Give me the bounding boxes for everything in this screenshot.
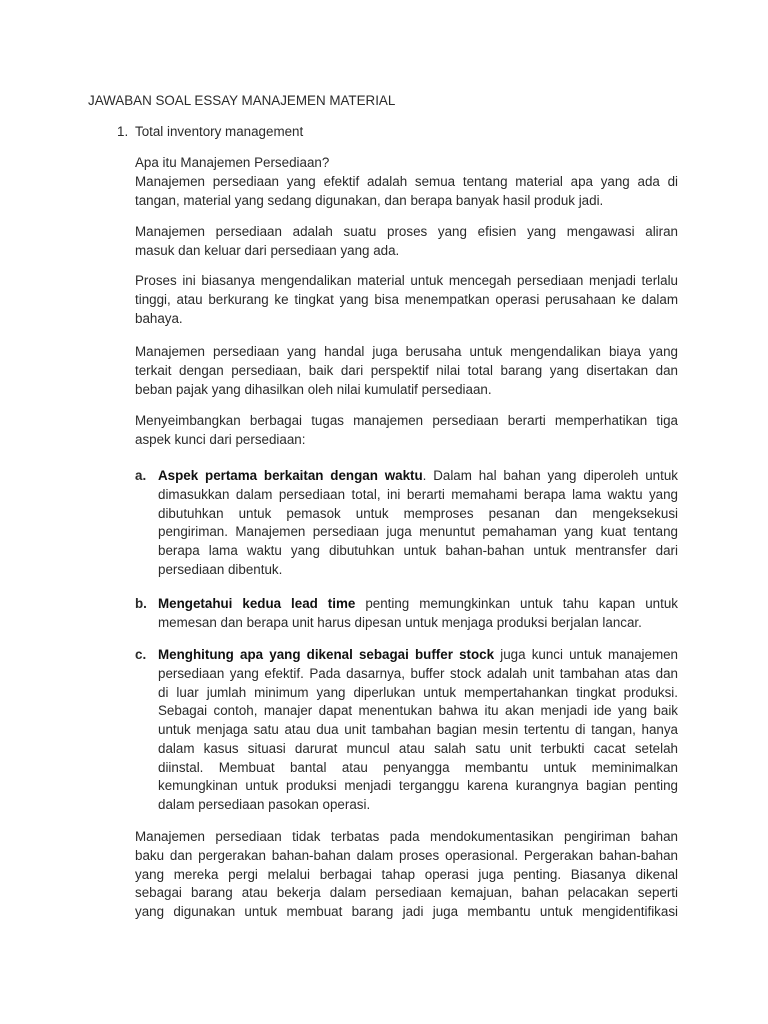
list-item-a bbox=[135, 467, 678, 580]
text-line: sebagai barang atau bekerja dalam persediaan kemajuan, bahan pelacakan seperti bbox=[135, 885, 678, 901]
list-marker: b. bbox=[135, 596, 147, 611]
document-title: JAWABAN SOAL ESSAY MANAJEMEN MATERIAL bbox=[88, 93, 396, 108]
text-line bbox=[158, 646, 678, 665]
text-line: Sebagai contoh, manajer dapat menentukan bahwa itu akan menjadi ide yang baik bbox=[158, 703, 678, 719]
text-line: Manajemen persediaan yang efektif adalah semua tentang material apa yang ada di bbox=[135, 173, 678, 189]
text-line: aspek kunci dari persediaan: bbox=[135, 431, 306, 447]
paragraph bbox=[135, 343, 678, 399]
text-line: kemungkinan untuk produksi menjadi terganggu karena kurangnya bagian penting bbox=[158, 778, 678, 794]
list-marker: c. bbox=[135, 647, 147, 662]
text-line: di luar jumlah minimum yang diperlukan untuk mempertahankan tingkat produksi. bbox=[158, 684, 678, 700]
text-line: untuk menjaga satu atau dua unit tambahan bagian mesin tertentu di tangan, hanya bbox=[158, 722, 678, 737]
list-item-b bbox=[135, 595, 678, 633]
text-line: dimasukkan dalam persediaan total, ini berarti memahami berapa lama waktu yang bbox=[158, 486, 678, 502]
bold-lead: Mengetahui kedua lead time bbox=[158, 596, 356, 611]
list-item-c bbox=[135, 646, 678, 815]
text-line: Manajemen persediaan adalah suatu proses yang efisien yang mengawasi aliran bbox=[135, 224, 678, 239]
text-line: yang digunakan untuk membuat barang jadi juga membantu untuk mengidentifikasi bbox=[135, 904, 678, 919]
paragraph bbox=[135, 412, 678, 450]
text-span: . Dalam hal bahan yang diperoleh untuk bbox=[422, 468, 678, 483]
list-marker: a. bbox=[135, 468, 147, 483]
text-line: Proses ini biasanya mengendalikan material untuk mencegah persediaan menjadi terlalu bbox=[135, 273, 678, 288]
paragraph bbox=[135, 223, 678, 261]
text-line: beban pajak yang dihasilkan oleh nilai kumulatif persediaan. bbox=[135, 381, 492, 397]
text-line: Manajemen persediaan tidak terbatas pada mendokumentasikan pengiriman bahan bbox=[135, 829, 678, 844]
paragraph bbox=[135, 173, 678, 211]
paragraph bbox=[135, 272, 678, 328]
text-line: terkait dengan persediaan, baik dari perspektif nilai total barang yang disertakan dan bbox=[135, 362, 678, 378]
text-line: persediaan yang efektif. Pada dasarnya, buffer stock adalah unit tambahan atas dan bbox=[158, 665, 678, 681]
text-line: tangan, material yang sedang digunakan, dan berapa banyak hasil produk jadi. bbox=[135, 192, 604, 208]
text-line: dibutuhkan untuk pemasok untuk memproses pesanan dan mengeksekusi bbox=[158, 505, 678, 521]
text-line: berapa lama waktu yang dibutuhkan untuk bahan-bahan untuk mentransfer dari bbox=[158, 543, 678, 558]
text-line bbox=[158, 595, 678, 614]
text-line: pengiriman. Manajemen persediaan juga menuntut pemahaman yang kuat tentang bbox=[158, 524, 678, 540]
text-span: juga kunci untuk manajemen bbox=[494, 647, 678, 662]
text-line: baku dan pergerakan bahan-bahan dalam proses operasional. Pergerakan bahan-bahan bbox=[135, 847, 678, 863]
text-line: yang mereka pergi melalui berbagai tahap operasi juga penting. Biasanya dikenal bbox=[135, 866, 678, 882]
text-line: Menyeimbangkan berbagai tugas manajemen persediaan berarti memperhatikan tiga bbox=[135, 413, 678, 428]
text-line: Manajemen persediaan yang handal juga berusaha untuk mengendalikan biaya yang bbox=[135, 344, 678, 359]
text-line: tinggi, atau berkurang ke tingkat yang bisa menempatkan operasi perusahaan ke dalam bbox=[135, 291, 678, 307]
text-span: penting memungkinkan untuk tahu kapan untuk bbox=[355, 596, 678, 611]
text-line: masuk dan keluar dari persediaan yang ada. bbox=[135, 242, 400, 258]
section-number: 1. bbox=[117, 124, 129, 139]
text-line: diinstal. Membuat bantal atau penyangga membantu untuk meminimalkan bbox=[158, 759, 678, 775]
text-line: dalam kasus situasi darurat muncul atau salah satu unit terbukti cacat setelah bbox=[158, 740, 678, 756]
text-line: persediaan dibentuk. bbox=[158, 561, 283, 577]
bold-lead: Menghitung apa yang dikenal sebagai buffer stock bbox=[158, 647, 495, 662]
text-line: dalam persediaan pasokan operasi. bbox=[158, 797, 371, 812]
text-line: memesan dan berapa unit harus dipesan untuk menjaga produksi berjalan lancar. bbox=[158, 614, 642, 630]
section-title: Total inventory management bbox=[135, 124, 304, 139]
question-heading: Apa itu Manajemen Persediaan? bbox=[135, 155, 330, 170]
bold-lead: Aspek pertama berkaitan dengan waktu bbox=[158, 468, 423, 483]
closing-paragraph bbox=[135, 828, 678, 922]
text-line bbox=[158, 467, 678, 486]
text-line: bahaya. bbox=[135, 310, 183, 326]
